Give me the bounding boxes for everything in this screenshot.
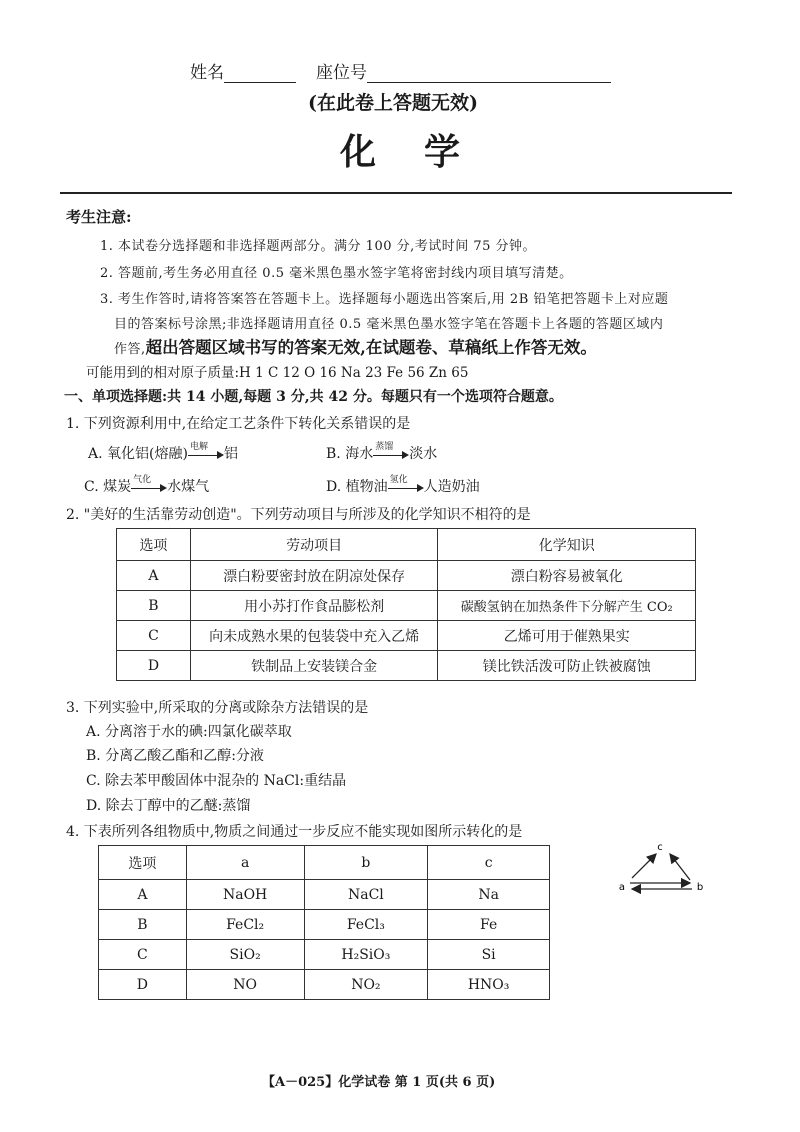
name-field — [190, 58, 296, 83]
table-header-cell: 劳动项目 — [190, 529, 438, 561]
table-cell: A — [117, 561, 191, 591]
table-header-cell: b — [304, 846, 428, 880]
table-cell: C — [117, 621, 191, 651]
table-cell: A — [99, 880, 187, 910]
q1-option-b — [326, 443, 437, 463]
seat-field — [316, 58, 611, 83]
table-cell: Fe — [428, 910, 550, 940]
q1-d-suffix: 人造奶油 — [423, 479, 480, 495]
arrow-icon — [131, 475, 167, 494]
conversion-diagram — [612, 838, 708, 902]
table-header-cell: a — [186, 846, 304, 880]
q4-table — [98, 845, 550, 1000]
instructions-heading: 考生注意: — [66, 208, 132, 226]
q4-stem: 4. 下表所列各组物质中,物质之间通过一步反应不能实现如图所示转化的是 — [66, 824, 523, 840]
seat-label: 座位号 — [316, 63, 367, 83]
table-cell: FeCl₃ — [304, 910, 428, 940]
arrow-icon — [188, 442, 224, 461]
table-cell: 镁比铁活泼可防止铁被腐蚀 — [438, 651, 696, 681]
atomic-masses: 可能用到的相对原子质量:H 1 C 12 O 16 Na 23 Fe 56 Zn 65 — [86, 365, 469, 381]
seat-blank — [367, 66, 611, 83]
table-row — [117, 651, 696, 681]
diagram-label-a: a — [618, 882, 626, 893]
table-header-cell: 选项 — [99, 846, 187, 880]
q3-option-d: D. 除去丁醇中的乙醚:蒸馏 — [86, 798, 251, 814]
q1-c-suffix: 水煤气 — [167, 479, 210, 495]
q2-stem: 2. "美好的生活靠劳动创造"。下列劳动项目与所涉及的化学知识不相符的是 — [66, 507, 531, 523]
q2-table — [116, 528, 696, 681]
q1-stem: 1. 下列资源利用中,在给定工艺条件下转化关系错误的是 — [66, 416, 411, 432]
instruction-3-end — [114, 334, 597, 358]
table-row — [117, 591, 696, 621]
table-cell: B — [99, 910, 187, 940]
arrow-a-to-c — [632, 854, 656, 878]
table-cell: Na — [428, 880, 550, 910]
instruction-1: 1. 本试卷分选择题和非选择题两部分。满分 100 分,考试时间 75 分钟。 — [100, 239, 537, 254]
q1-option-a — [88, 443, 238, 463]
name-label: 姓名 — [190, 63, 224, 83]
table-row — [117, 621, 696, 651]
table-row — [99, 970, 550, 1000]
table-cell: NaOH — [186, 880, 304, 910]
table-cell: 漂白粉容易被氧化 — [438, 561, 696, 591]
instruction-2: 2. 答题前,考生务必用直径 0.5 毫米黑色墨水签字笔将密封线内项目填写清楚。 — [100, 266, 573, 281]
q1-d-cond: 氢化 — [389, 475, 408, 485]
table-cell: D — [99, 970, 187, 1000]
q1-b-prefix: B. 海水 — [326, 446, 374, 462]
page-footer: 【A－025】化学试卷 第 1 页(共 6 页) — [262, 1075, 496, 1090]
table-cell: 用小苏打作食品膨松剂 — [190, 591, 438, 621]
instruction-3: 3. 考生作答时,请将答案答在答题卡上。选择题每小题选出答案后,用 2B 铅笔把答题卡上对应题 — [100, 292, 669, 307]
table-cell: HNO₃ — [428, 970, 550, 1000]
table-row — [117, 561, 696, 591]
q1-c-cond: 气化 — [133, 475, 152, 485]
table-row — [99, 940, 550, 970]
table-cell: H₂SiO₃ — [304, 940, 428, 970]
table-cell: SiO₂ — [186, 940, 304, 970]
q1-b-cond: 蒸馏 — [375, 442, 394, 452]
section-heading: 一、单项选择题:共 14 小题,每题 3 分,共 42 分。每题只有一个选项符合题意。 — [64, 389, 563, 405]
q3-option-b: B. 分离乙酸乙酯和乙醇:分液 — [86, 748, 264, 764]
q1-option-c — [84, 476, 209, 496]
table-cell: B — [117, 591, 191, 621]
table-cell: NO₂ — [304, 970, 428, 1000]
arrow-b-to-c — [670, 854, 690, 880]
q1-a-prefix: A. 氧化铝(熔融) — [88, 446, 188, 462]
table-cell: NaCl — [304, 880, 428, 910]
instruction-3-cont: 目的答案标号涂黑;非选择题请用直径 0.5 毫米黑色墨水签字笔在答题卡上各题的答题区域内 — [114, 317, 664, 332]
table-cell: 铁制品上安装镁合金 — [190, 651, 438, 681]
table-cell: 碳酸氢钠在加热条件下分解产生 CO₂ — [438, 591, 696, 621]
q1-a-cond: 电解 — [189, 442, 208, 452]
instruction-3-bold: 超出答题区域书写的答案无效,在试题卷、草稿纸上作答无效。 — [145, 338, 597, 357]
q1-option-d — [326, 476, 480, 496]
table-cell: 向未成熟水果的包装袋中充入乙烯 — [190, 621, 438, 651]
diagram-label-b: b — [696, 882, 704, 893]
q3-stem: 3. 下列实验中,所采取的分离或除杂方法错误的是 — [66, 700, 369, 716]
table-row — [99, 880, 550, 910]
table-row — [99, 910, 550, 940]
table-cell: FeCl₂ — [186, 910, 304, 940]
table-header-row — [117, 529, 696, 561]
q1-d-prefix: D. 植物油 — [326, 479, 388, 495]
arrow-icon — [388, 475, 424, 494]
name-blank — [224, 66, 296, 83]
instruction-3-end-prefix: 作答, — [114, 342, 146, 357]
table-header-cell: 选项 — [117, 529, 191, 561]
table-cell: C — [99, 940, 187, 970]
invalid-notice: (在此卷上答题无效) — [308, 92, 478, 114]
table-header-cell: 化学知识 — [438, 529, 696, 561]
q3-option-a: A. 分离溶于水的碘:四氯化碳萃取 — [86, 724, 292, 740]
q1-b-suffix: 淡水 — [409, 446, 438, 462]
q1-c-prefix: C. 煤炭 — [84, 479, 132, 495]
diagram-label-c: c — [657, 842, 663, 853]
arrow-icon — [373, 442, 409, 461]
table-cell: 乙烯可用于催熟果实 — [438, 621, 696, 651]
table-cell: NO — [186, 970, 304, 1000]
q3-option-c: C. 除去苯甲酸固体中混杂的 NaCl:重结晶 — [86, 773, 347, 789]
table-header-cell: c — [428, 846, 550, 880]
table-cell: 漂白粉要密封放在阴凉处保存 — [190, 561, 438, 591]
header-divider — [60, 192, 732, 194]
q1-a-suffix: 铝 — [223, 446, 238, 462]
table-header-row — [99, 846, 550, 880]
table-cell: Si — [428, 940, 550, 970]
subject-title: 化学 — [340, 132, 509, 173]
table-cell: D — [117, 651, 191, 681]
